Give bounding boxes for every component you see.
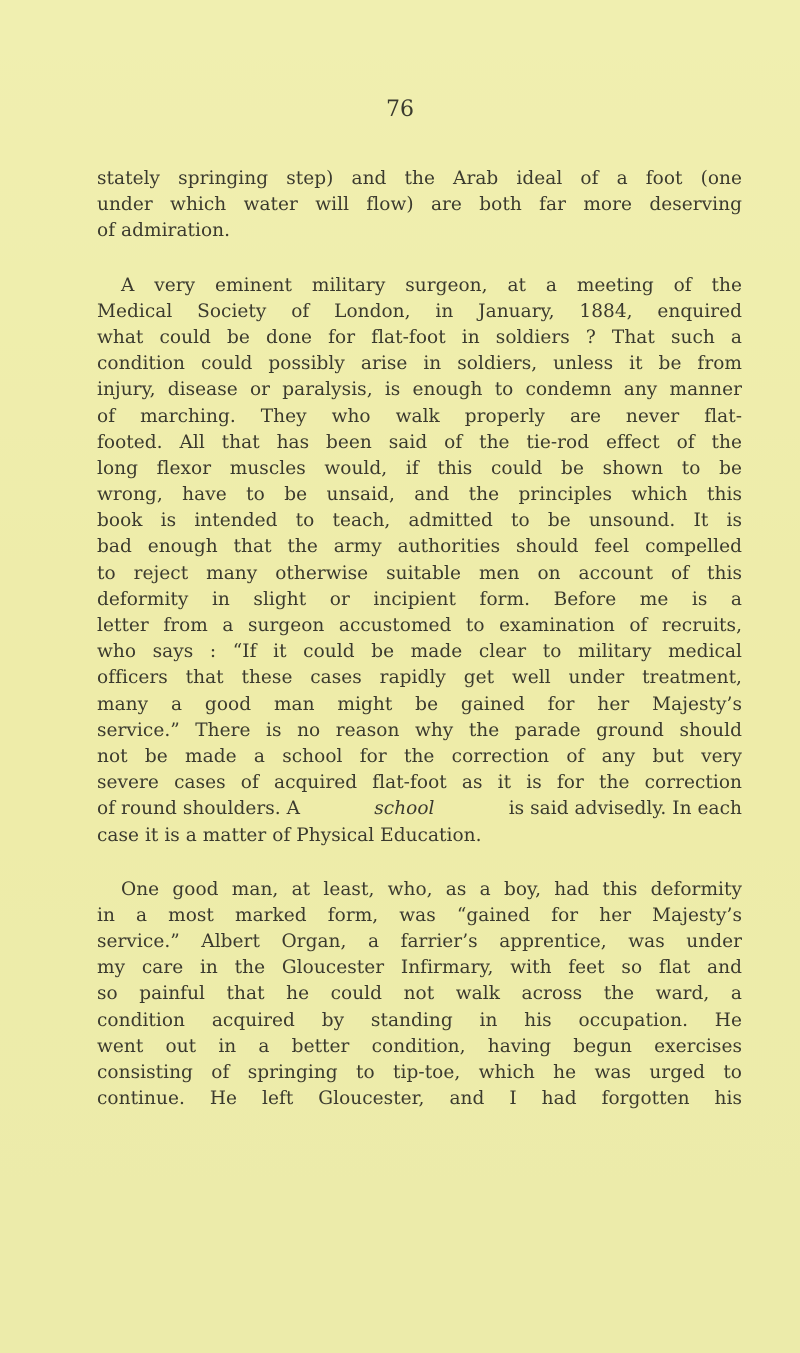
text-line: many a good man might be gained for her Majesty’s (97, 693, 742, 715)
text-line: condition could possibly arise in soldiers, unless it be from (97, 353, 742, 375)
text-fragment: is said advisedly. In each (508, 798, 742, 820)
text-line: Medical Society of London, in January, 1884, enquired (97, 300, 742, 322)
text-fragment: of round shoulders. A (97, 798, 301, 820)
paragraph-3 (97, 877, 742, 1113)
text-line: letter from a surgeon accustomed to examination of recruits, (97, 615, 742, 636)
text-line: bad enough that the army authorities should feel compelled (97, 536, 742, 558)
text-line: footed. All that has been said of the tie-rod effect of the (97, 431, 742, 453)
text-line: under which water will flow) are both far more deserving (97, 194, 742, 216)
text-line: in a most marked form, was “gained for her Majesty’s (97, 904, 742, 926)
text-line: One good man, at least, who, as a boy, had this deformity (121, 878, 742, 900)
paragraph-1 (97, 166, 742, 245)
text-line: service.” Albert Organ, a farrier’s apprentice, was under (97, 931, 742, 953)
emphasis-word: school (374, 798, 435, 820)
text-line: officers that these cases rapidly get well under treatment, (97, 667, 742, 689)
text-line: continue. He left Gloucester, and I had forgotten his (97, 1088, 742, 1110)
text-line: of marching. They who walk properly are never flat- (97, 405, 742, 427)
text-line: service.” There is no reason why the parade ground should (97, 719, 742, 741)
text-line: not be made a school for the correction of any but very (97, 745, 742, 767)
text-line: wrong, have to be unsaid, and the principles which this (97, 484, 742, 506)
text-line: went out in a better condition, having begun exercises (97, 1035, 742, 1057)
text-line: condition acquired by standing in his occupation. He (97, 1009, 742, 1031)
text-line: book is intended to teach, admitted to be unsound. It is (97, 510, 742, 532)
text-line: long flexor muscles would, if this could be shown to be (97, 457, 742, 479)
text-line: stately springing step) and the Arab ideal of a foot (one (97, 168, 742, 189)
text-line: consisting of springing to tip-toe, which he was urged to (97, 1062, 742, 1083)
text-line: what could be done for flat-foot in soldiers ? That such a (97, 326, 742, 348)
text-line: deformity in slight or incipient form. Before me is a (97, 588, 742, 610)
text-line: who says : “If it could be made clear to military medical (97, 641, 742, 663)
text-line: of admiration. (97, 220, 231, 242)
body-text (97, 166, 742, 1112)
text-line-mixed (97, 796, 742, 822)
text-line: severe cases of acquired flat-foot as it is for the correction (97, 772, 742, 794)
text-line: to reject many otherwise suitable men on account of this (97, 562, 742, 584)
text-line: so painful that he could not walk across the ward, a (97, 983, 742, 1005)
text-line: A very eminent military surgeon, at a meeting of the (121, 274, 742, 296)
text-line: my care in the Gloucester Infirmary, with feet so flat and (97, 957, 742, 979)
text-line: case it is a matter of Physical Education. (97, 824, 482, 846)
page-number: 76 (386, 97, 414, 122)
paragraph-2 (97, 273, 742, 849)
text-line: injury, disease or paralysis, is enough to condemn any manner (97, 379, 742, 401)
